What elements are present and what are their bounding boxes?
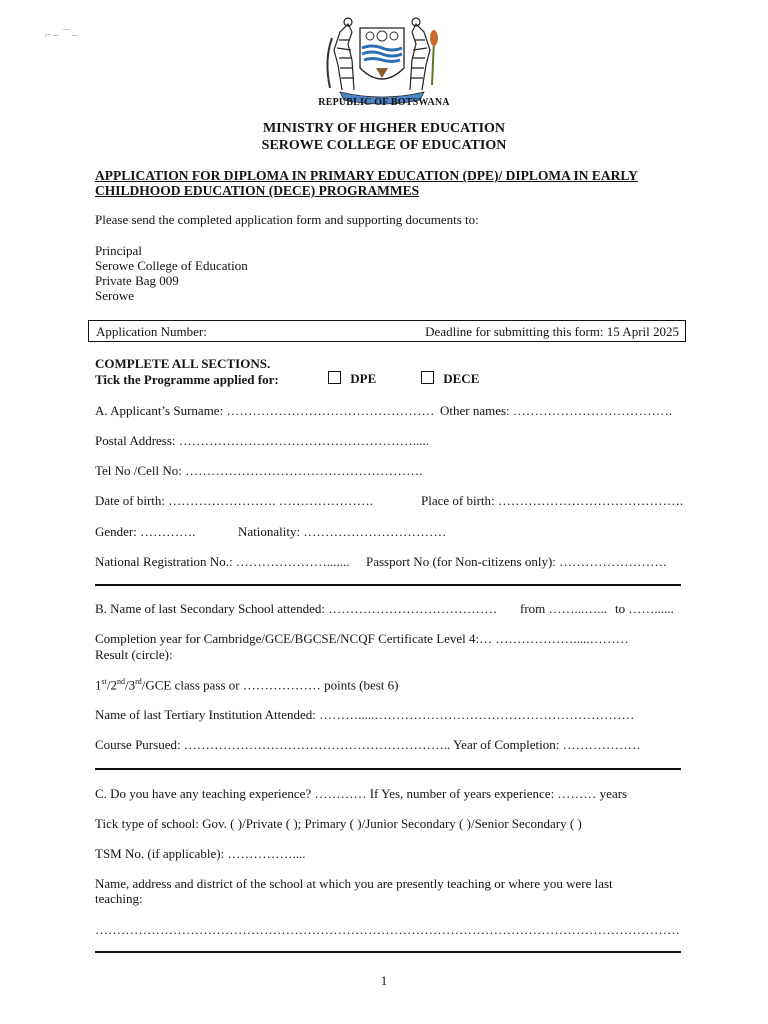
school-name-address-label-2: teaching: [95, 891, 143, 906]
school-type-field[interactable]: Tick type of school: Gov. ( )/Private ( ); Primary ( )/Junior Secondary ( )/Senior Secondary ( ) [95, 816, 582, 831]
scan-smudge: ⌐ ‒ ‾‾ ‒ [45, 30, 78, 41]
date-of-birth-field[interactable]: Date of birth: ……………………. …………………. [95, 493, 374, 508]
pass-first-sup: st [101, 677, 107, 686]
deadline-text: Deadline for submitting this form: 15 April 2025 [425, 324, 679, 339]
secondary-school-field[interactable]: B. Name of last Secondary School attended: ………………………………… [95, 601, 498, 616]
address-line: Serowe College of Education [95, 258, 248, 273]
submission-instruction: Please send the completed application form and supporting documents to: [95, 212, 479, 227]
page-number: 1 [380, 973, 388, 988]
application-title-line-1: APPLICATION FOR DIPLOMA IN PRIMARY EDUCATION (DPE)/ DIPLOMA IN EARLY [95, 168, 638, 183]
school-name-address-label: Name, address and district of the school at which you are presently teaching or where you were last [95, 876, 613, 891]
national-registration-field[interactable]: National Registration No.: …………………....... [95, 554, 350, 569]
pass-second: /2 [106, 677, 117, 693]
surname-field[interactable]: A. Applicant’s Surname: ………………………………………… [95, 403, 435, 418]
teaching-experience-field[interactable]: C. Do you have any teaching experience? ………… If Yes, number of years experience: ……… years [95, 786, 628, 801]
completion-year-field[interactable]: Completion year for Cambridge/GCE/BGCSE/NCQF Certificate Level 4:… ……………….....……… [95, 631, 629, 646]
course-field[interactable]: Course Pursued: …………………………………………………….. Year of Completion: ……………… [95, 737, 641, 752]
section-divider [95, 584, 681, 586]
dpe-option[interactable] [328, 371, 376, 387]
ministry-heading: MINISTRY OF HIGHER EDUCATION [262, 121, 506, 136]
pass-third-sup: rd [135, 677, 142, 686]
pass-third: /3 [124, 677, 136, 693]
postal-address-field[interactable]: Postal Address: ………………………………………………..... [95, 433, 430, 448]
school-name-address-field[interactable]: ……………………………………………………………………………………………………………………… [95, 922, 680, 937]
coat-of-arms-emblem [312, 10, 452, 105]
dece-checkbox[interactable] [421, 371, 434, 384]
application-number-box [88, 320, 686, 342]
section-divider [95, 768, 681, 770]
dece-label: DECE [443, 371, 480, 386]
address-line: Serowe [95, 288, 134, 303]
dpe-checkbox[interactable] [328, 371, 341, 384]
place-of-birth-field[interactable]: Place of birth: ……………………………………. [421, 493, 684, 508]
from-field[interactable]: from ……...…... [520, 601, 608, 616]
result-label: Result (circle): [95, 647, 173, 662]
dece-option[interactable] [421, 371, 479, 387]
other-names-field[interactable]: Other names: ………………………………. [440, 403, 673, 418]
complete-all-sections: COMPLETE ALL SECTIONS. [95, 356, 271, 371]
pass-first: 1 [95, 677, 102, 693]
tsm-field[interactable]: TSM No. (if applicable): …………….... [95, 846, 306, 861]
dpe-label: DPE [350, 371, 377, 386]
address-line: Principal [95, 243, 142, 258]
tertiary-institution-field[interactable]: Name of last Tertiary Institution Attended: ……….....…………………………………………………… [95, 707, 635, 722]
address-line: Private Bag 009 [95, 273, 179, 288]
nationality-field[interactable]: Nationality: …………………………… [238, 524, 447, 539]
to-field[interactable]: to ……...... [615, 601, 674, 616]
section-divider [95, 951, 681, 953]
application-number-label[interactable]: Application Number: [96, 324, 207, 339]
pass-rest: /GCE class pass or ……………… points (best 6) [141, 677, 399, 693]
college-heading: SEROWE COLLEGE OF EDUCATION [261, 138, 507, 153]
republic-heading: REPUBLIC OF BOTSWANA [318, 97, 450, 108]
class-pass-field[interactable] [95, 677, 399, 693]
pass-second-sup: nd [116, 677, 125, 686]
gender-field[interactable]: Gender: …………. [95, 524, 196, 539]
application-title-line-2: CHILDHOOD EDUCATION (DECE) PROGRAMMES [95, 183, 420, 198]
programme-tick-label: Tick the Programme applied for: [95, 372, 279, 387]
passport-field[interactable]: Passport No (for Non-citizens only): ……………………. [366, 554, 667, 569]
tel-field[interactable]: Tel No /Cell No: ………………………………………………. [95, 463, 423, 478]
